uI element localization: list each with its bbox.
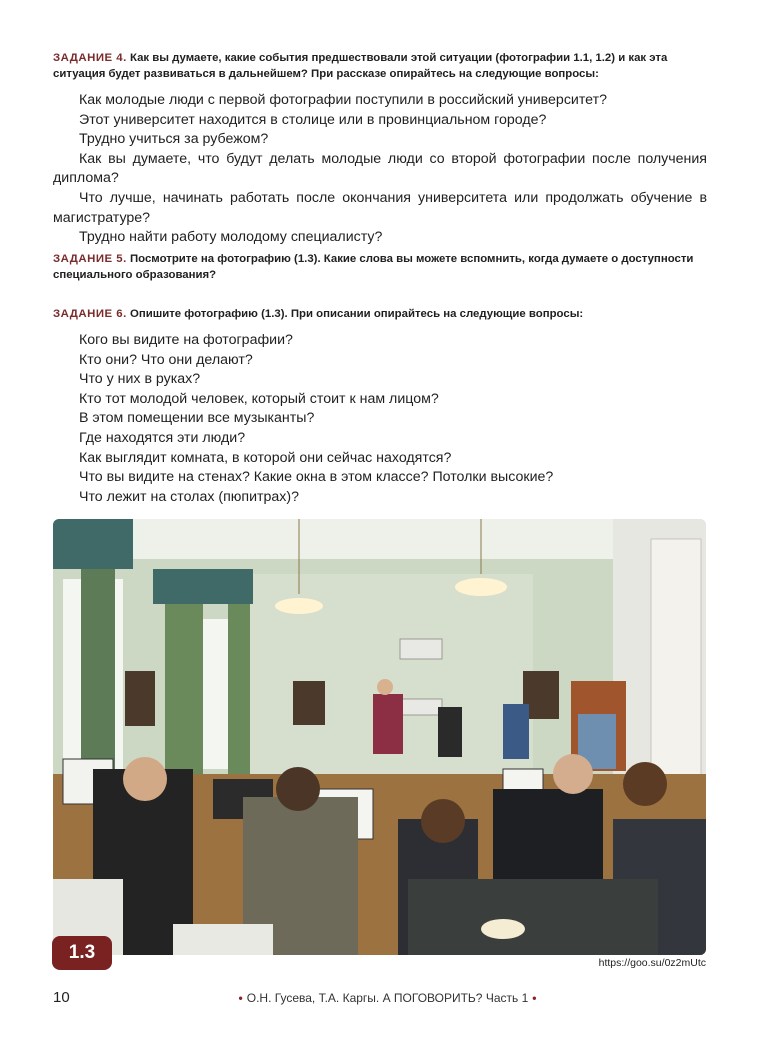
task-4-label: ЗАДАНИЕ 4. (53, 52, 127, 64)
question: Трудно учиться за рубежом? (79, 131, 269, 148)
question: Кто они? Что они делают? (79, 351, 253, 368)
task-4-heading (53, 50, 707, 82)
task-4-questions (53, 91, 707, 248)
photo-source-link[interactable]: https://goo.su/0z2mUtc (598, 957, 706, 969)
footer-text: О.Н. Гусева, Т.А. Каргы. А ПОГОВОРИТЬ? Часть 1 (246, 991, 529, 1005)
task-5-label: ЗАДАНИЕ 5. (53, 253, 127, 265)
question: Как молодые люди с первой фотографии поступили в российский университет? (79, 92, 607, 108)
task-6-questions (53, 331, 707, 507)
question: Кто тот молодой человек, который стоит к нам лицом? (79, 390, 439, 407)
bullet-icon: • (532, 991, 537, 1005)
footer-credits (0, 991, 775, 1005)
task-6-label: ЗАДАНИЕ 6. (53, 308, 127, 320)
question: Что вы видите на стенах? Какие окна в этом классе? Потолки высокие? (79, 469, 554, 486)
orchestra-rehearsal-photo (53, 519, 706, 955)
task-5-heading (53, 251, 707, 283)
question: Трудно найти работу молодому специалисту? (79, 229, 383, 246)
question: Что лучше, начинать работать после окончания университета или продолжать обучение в магистратуре? (53, 189, 707, 226)
question: Кого вы видите на фотографии? (79, 332, 293, 348)
question: Как выглядит комната, в которой они сейчас находятся? (79, 449, 452, 466)
page-number: 10 (53, 989, 70, 1006)
task-5-text: Посмотрите на фотографию (1.3). Какие слова вы можете вспомнить, когда думаете о доступности специального образования? (53, 253, 694, 281)
question: Как вы думаете, что будут делать молодые люди со второй фотографии после получения диплома? (53, 150, 707, 187)
question: Что у них в руках? (79, 371, 201, 388)
photo-number-badge: 1.3 (52, 936, 112, 970)
question: Что лежит на столах (пюпитрах)? (79, 488, 300, 505)
bullet-icon: • (238, 991, 243, 1005)
question: В этом помещении все музыканты? (79, 410, 315, 427)
task-4-text: Как вы думаете, какие события предшествовали этой ситуации (фотографии 1.1, 1.2) и как эта ситуация будет развиваться в дальнейшем? При рассказе опирайтесь на следующие вопросы: (53, 52, 668, 80)
task-6-text: Опишите фотографию (1.3). При описании опирайтесь на следующие вопросы: (126, 308, 584, 320)
task-6-heading (53, 306, 707, 322)
question: Где находятся эти люди? (79, 429, 246, 446)
question: Этот университет находится в столице или в провинциальном городе? (79, 111, 547, 128)
